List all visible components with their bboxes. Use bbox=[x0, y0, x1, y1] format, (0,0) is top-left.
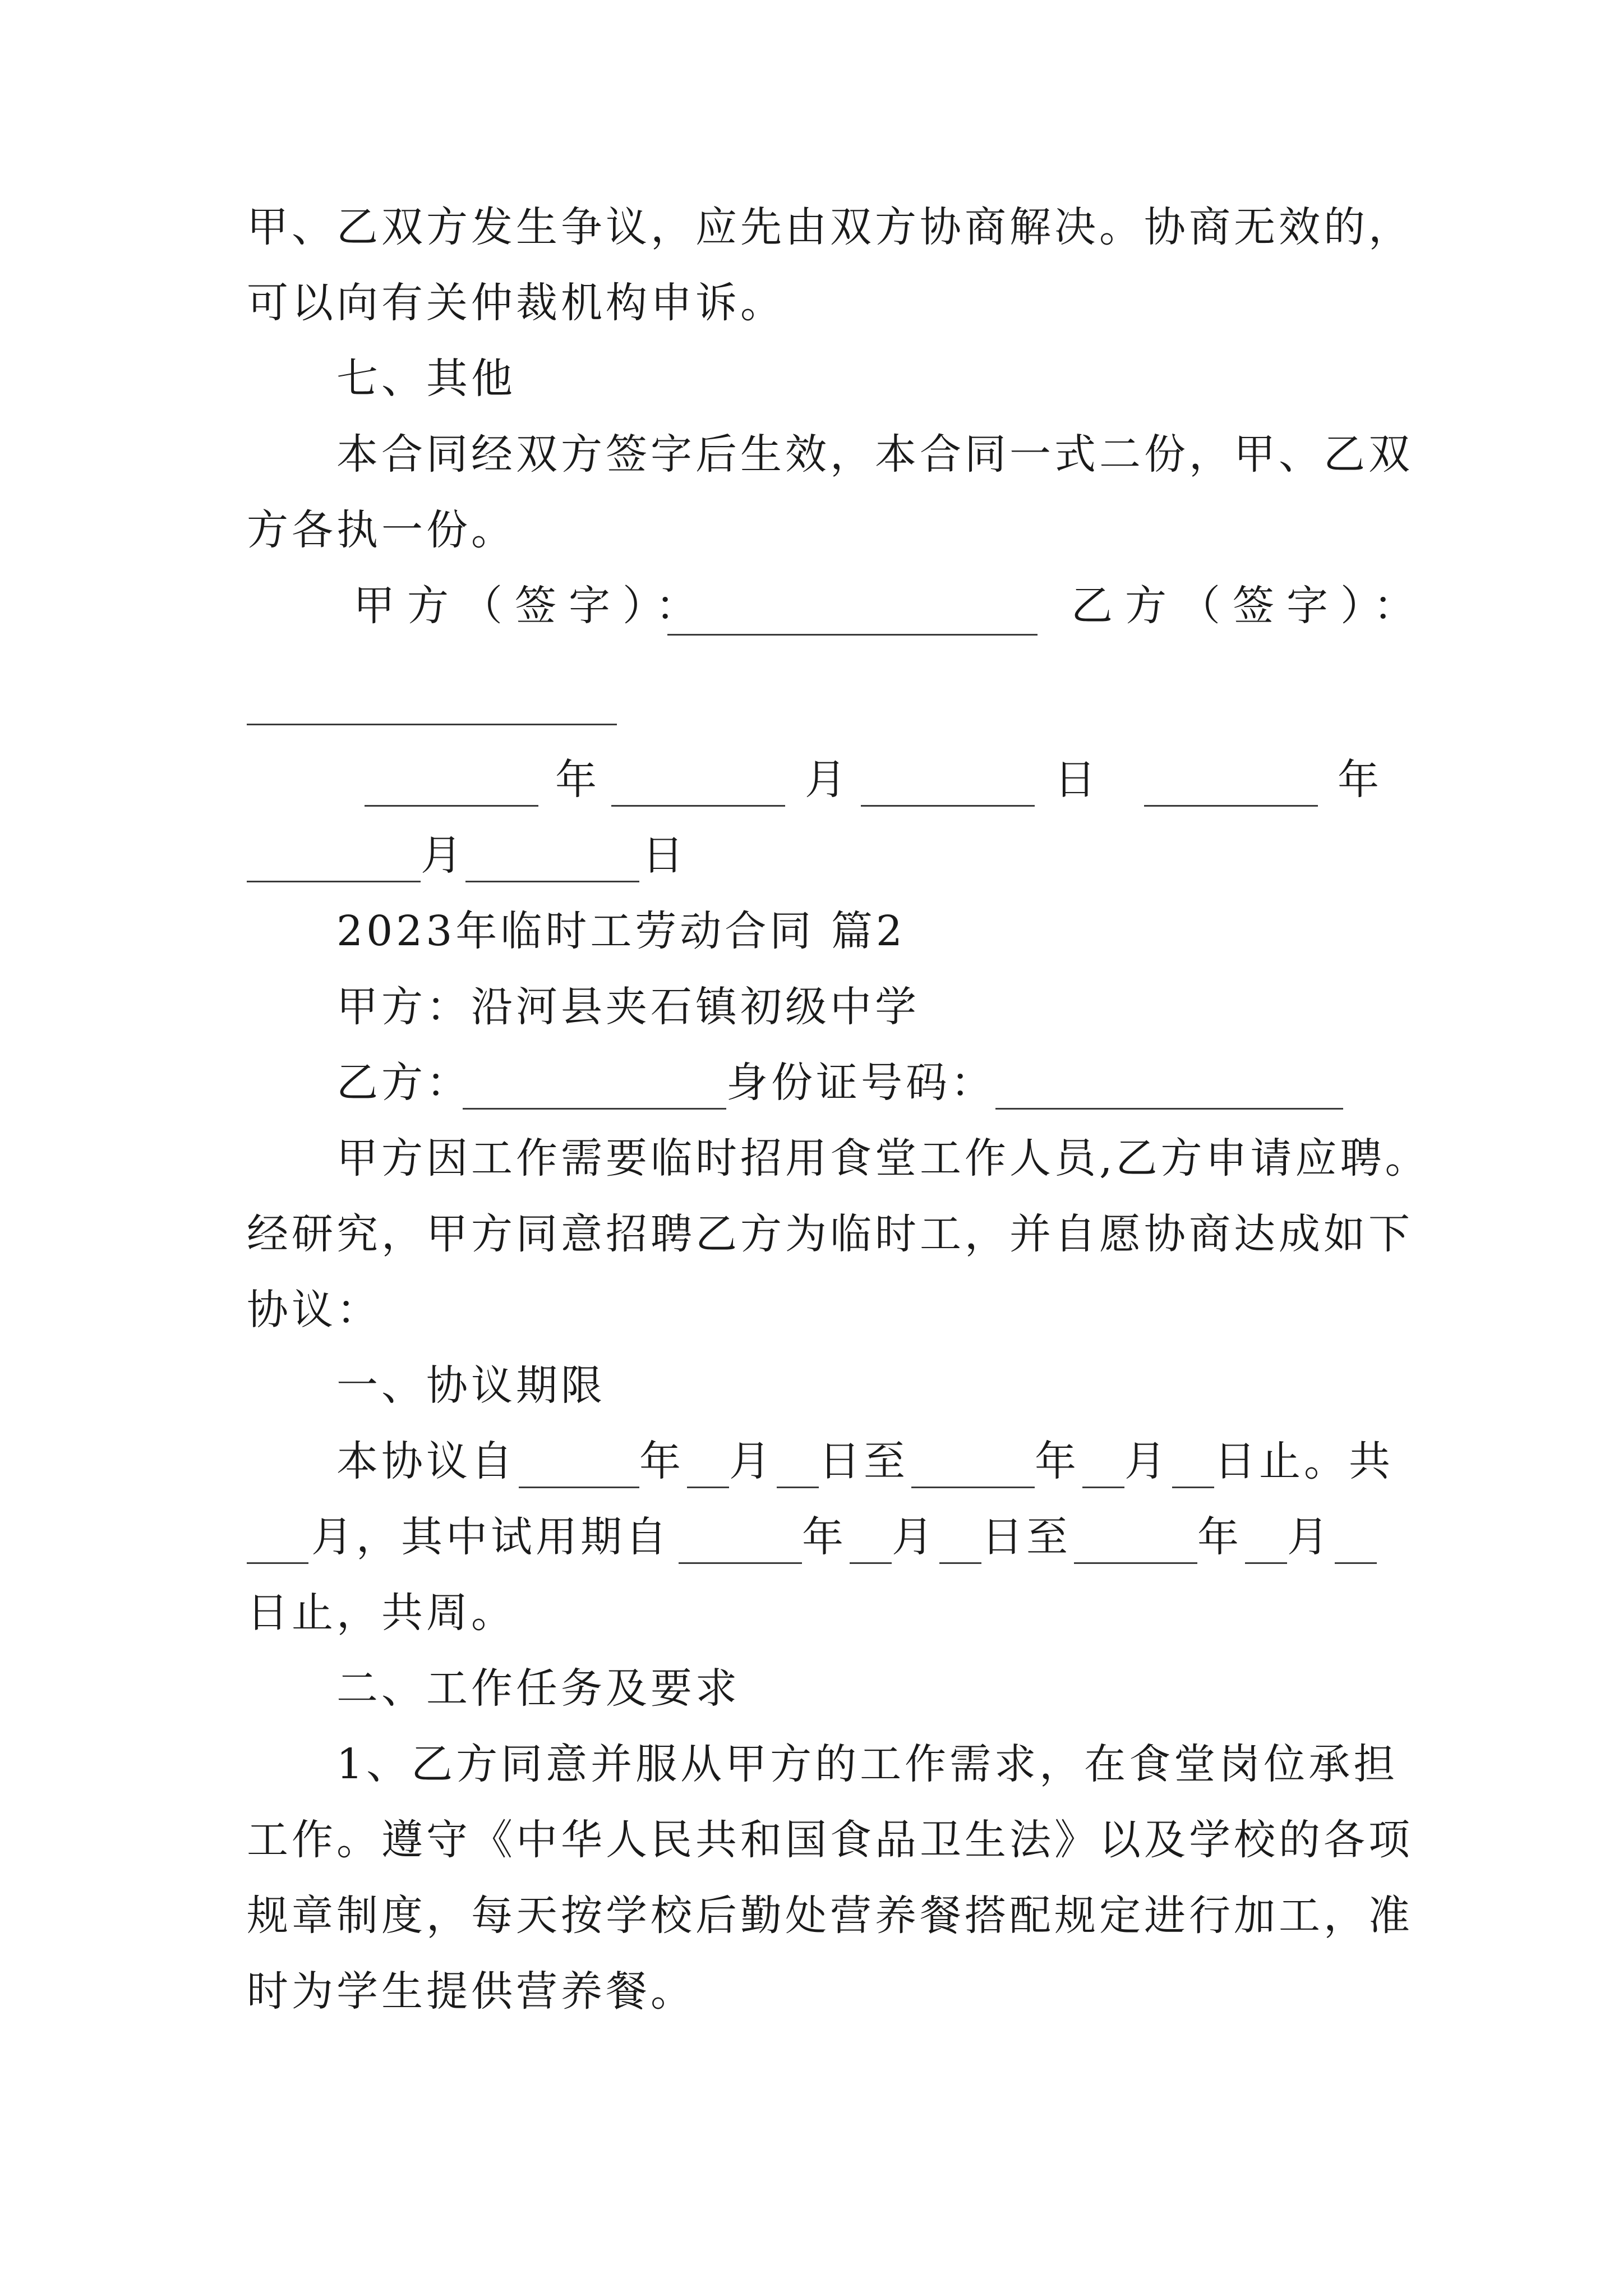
date-day: 日 bbox=[1054, 756, 1099, 804]
date-blank bbox=[365, 805, 538, 807]
date-month: 月 bbox=[421, 831, 465, 880]
section-heading: 一、协议期限 bbox=[336, 1361, 606, 1410]
period-blank bbox=[939, 1562, 981, 1564]
party-a-line: 甲方：沿河县夹石镇初级中学 bbox=[336, 983, 920, 1031]
party-b-signature-label: 乙方（签字）： bbox=[1071, 582, 1427, 630]
period-blank bbox=[1082, 1487, 1124, 1488]
id-number-blank bbox=[995, 1108, 1343, 1110]
period-text: 本协议自 bbox=[336, 1437, 516, 1485]
period-blank bbox=[247, 1562, 308, 1564]
date-blank bbox=[465, 881, 639, 882]
period-month: 月 bbox=[729, 1437, 774, 1485]
section-heading: 二、工作任务及要求 bbox=[336, 1664, 740, 1713]
paragraph-line: 规章制度，每天按学校后勤处营养餐搭配规定进行加工，准 bbox=[247, 1892, 1413, 1940]
section-heading: 七、其他 bbox=[336, 355, 516, 403]
trial-year: 年 bbox=[802, 1513, 847, 1561]
date-month: 月 bbox=[805, 756, 850, 804]
date-day: 日 bbox=[642, 831, 687, 880]
paragraph-line: 本合同经双方签字后生效，本合同一式二份，甲、乙双 bbox=[336, 430, 1413, 478]
period-day-end: 日止。共 bbox=[1214, 1437, 1394, 1485]
period-blank bbox=[679, 1562, 802, 1564]
period-year: 年 bbox=[1035, 1437, 1080, 1485]
trial-day-to: 日至 bbox=[981, 1513, 1071, 1561]
period-blank bbox=[519, 1487, 639, 1488]
contract-title: 2023年临时工劳动合同 篇2 bbox=[336, 907, 906, 955]
period-month: 月 bbox=[1124, 1437, 1169, 1485]
id-number-label: 身份证号码： bbox=[726, 1059, 995, 1107]
period-blank bbox=[1245, 1562, 1287, 1564]
date-blank bbox=[1144, 805, 1318, 807]
party-b-name-blank bbox=[463, 1108, 726, 1110]
paragraph-line: 时为学生提供营养餐。 bbox=[247, 1967, 695, 2016]
party-a-signature-label: 甲方（签字）： bbox=[353, 582, 709, 630]
paragraph-line: 工作。遵守《中华人民共和国食品卫生法》以及学校的各项 bbox=[247, 1816, 1413, 1864]
period-blank bbox=[1172, 1487, 1214, 1488]
paragraph-line: 可以向有关仲裁机构申诉。 bbox=[247, 279, 785, 327]
paragraph-line: 甲方因工作需要临时招用食堂工作人员,乙方申请应聘。 bbox=[336, 1134, 1430, 1182]
paragraph-line: 经研究，甲方同意招聘乙方为临时工，并自愿协商达成如下 bbox=[247, 1210, 1413, 1258]
party-b-label: 乙方： bbox=[336, 1059, 471, 1107]
paragraph-line: 1、乙方同意并服从甲方的工作需求，在食堂岗位承担 bbox=[336, 1740, 1399, 1788]
trial-text: 月，其中试用期自 bbox=[311, 1513, 670, 1561]
date-year: 年 bbox=[1338, 756, 1382, 804]
paragraph-line: 日止，共周。 bbox=[247, 1589, 516, 1637]
trial-month: 月 bbox=[892, 1513, 937, 1561]
date-blank bbox=[247, 881, 421, 882]
period-blank bbox=[911, 1487, 1035, 1488]
party-b-signature-line bbox=[247, 724, 617, 725]
period-blank bbox=[687, 1487, 729, 1488]
period-blank bbox=[1074, 1562, 1197, 1564]
trial-month: 月 bbox=[1287, 1513, 1332, 1561]
paragraph-line: 方各执一份。 bbox=[247, 506, 516, 554]
period-blank bbox=[777, 1487, 819, 1488]
trial-year: 年 bbox=[1197, 1513, 1242, 1561]
period-blank bbox=[1335, 1562, 1377, 1564]
party-a-signature-line bbox=[667, 634, 1038, 636]
period-blank bbox=[850, 1562, 892, 1564]
paragraph-line: 甲、乙双方发生争议，应先由双方协商解决。协商无效的， bbox=[247, 203, 1413, 251]
date-blank bbox=[861, 805, 1035, 807]
paragraph-line: 协议： bbox=[247, 1286, 381, 1334]
date-year: 年 bbox=[555, 756, 600, 804]
date-blank bbox=[611, 805, 785, 807]
period-year: 年 bbox=[639, 1437, 684, 1485]
period-day-to: 日至 bbox=[819, 1437, 909, 1485]
